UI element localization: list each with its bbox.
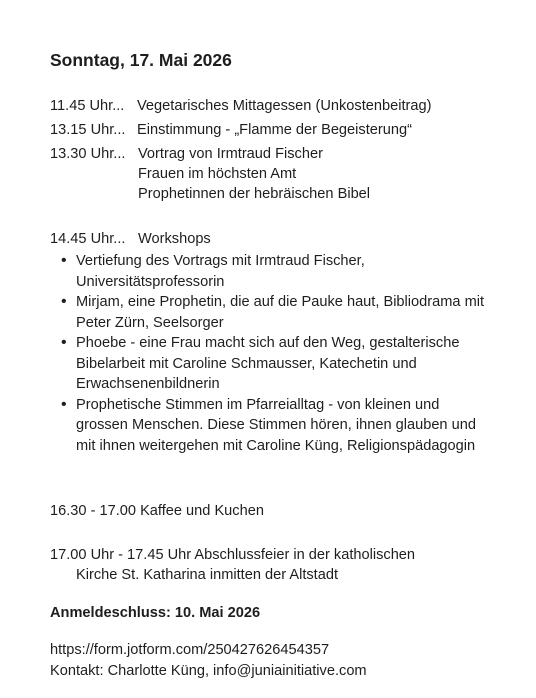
closing-ceremony-line1: 17.00 Uhr - 17.45 Uhr Abschlussfeier in der katholischen <box>50 547 416 563</box>
lecture-subtitle: Prophetinnen der hebräischen Bibel <box>138 186 371 202</box>
schedule-text: Einstimmung - „Flamme der Begeisterung“ <box>137 122 412 138</box>
closing-ceremony-line2: Kirche St. Katharina inmitten der Altstadt <box>76 567 339 583</box>
workshop-list <box>50 251 490 456</box>
registration-deadline: Anmeldeschluss: 10. Mai 2026 <box>50 605 261 621</box>
schedule-item <box>50 144 323 165</box>
list-item: • Mirjam, eine Prophetin, die auf die Pauke haut, Bibliodrama mit Peter Zürn, Seelsorger <box>50 292 490 333</box>
workshops-label: Workshops <box>138 231 211 247</box>
schedule-time: 13.30 Uhr... <box>50 146 126 162</box>
schedule-time: 13.15 Uhr... <box>50 122 126 138</box>
schedule-item <box>50 120 412 141</box>
list-item: • Prophetische Stimmen im Pfarreialltag - von kleinen und grossen Menschen. Diese Stimmen hören, ihnen glauben und mit ihnen weitergehen mit Caroline Küng, Religionspädagogin <box>50 395 490 457</box>
contact-info: Kontakt: Charlotte Küng, info@juniainitiative.com <box>50 663 367 679</box>
list-item: • Vertiefung des Vortrags mit Irmtraud Fischer, Universitätsprofessorin <box>50 251 490 292</box>
coffee-break: 16.30 - 17.00 Kaffee und Kuchen <box>50 503 264 519</box>
lecture-subtitle: Frauen im höchsten Amt <box>138 166 297 182</box>
workshops-heading <box>50 229 211 250</box>
schedule-time: 11.45 Uhr... <box>50 98 125 114</box>
page-title: Sonntag, 17. Mai 2026 <box>50 50 232 70</box>
list-item: • Phoebe - eine Frau macht sich auf den Weg, gestalterische Bibelarbeit mit Caroline Schmausser, Katechetin und Erwachsenenbildnerin <box>50 333 490 395</box>
schedule-time: 14.45 Uhr... <box>50 231 126 247</box>
schedule-text: Vegetarisches Mittagessen (Unkostenbeitrag) <box>137 98 432 114</box>
schedule-item <box>50 96 431 117</box>
registration-link[interactable]: https://form.jotform.com/250427626454357 <box>50 642 330 658</box>
schedule-text: Vortrag von Irmtraud Fischer <box>138 146 323 162</box>
